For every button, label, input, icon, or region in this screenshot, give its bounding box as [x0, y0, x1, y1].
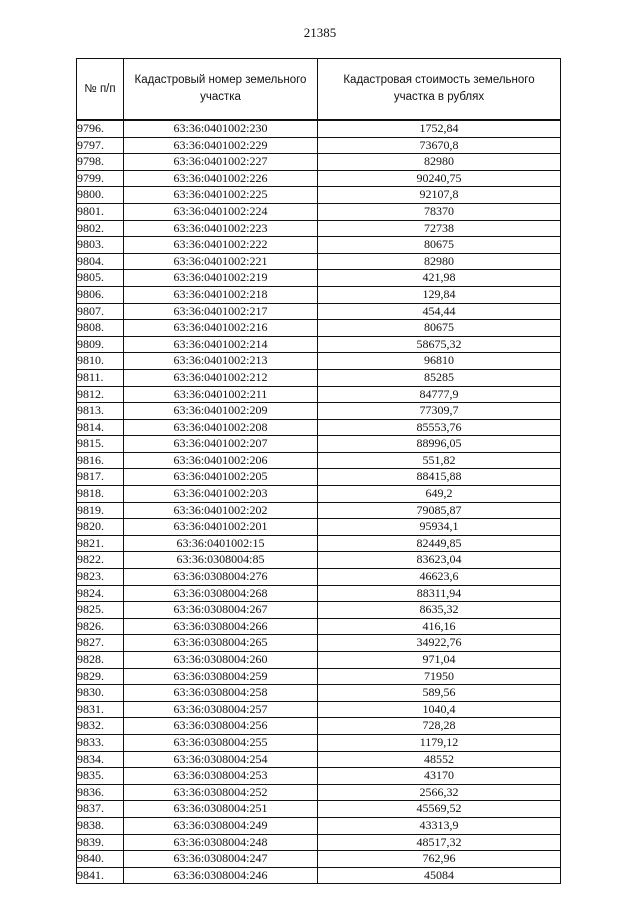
table-row [77, 734, 561, 751]
cadastral-value: 728,28 [318, 718, 561, 735]
cadastral-number: 63:36:0401002:201 [124, 519, 318, 536]
cadastral-value: 1040,4 [318, 701, 561, 718]
row-number: 9838. [77, 817, 124, 834]
table-row [77, 486, 561, 503]
cadastral-number: 63:36:0308004:259 [124, 668, 318, 685]
cadastral-value: 48552 [318, 751, 561, 768]
table-row [77, 569, 561, 586]
table-row [77, 768, 561, 785]
cadastral-number: 63:36:0401002:213 [124, 353, 318, 370]
cadastral-value: 92107,8 [318, 187, 561, 204]
cadastral-value: 454,44 [318, 303, 561, 320]
row-number: 9841. [77, 867, 124, 884]
cadastral-number: 63:36:0308004:254 [124, 751, 318, 768]
cadastral-number: 63:36:0308004:251 [124, 801, 318, 818]
cadastral-value: 95934,1 [318, 519, 561, 536]
table-row [77, 369, 561, 386]
table-row [77, 469, 561, 486]
cadastral-number: 63:36:0308004:256 [124, 718, 318, 735]
cadastral-value: 762,96 [318, 851, 561, 868]
cadastral-value: 129,84 [318, 286, 561, 303]
cadastral-value: 48517,32 [318, 834, 561, 851]
cadastral-value: 78370 [318, 203, 561, 220]
row-number: 9796. [77, 120, 124, 137]
cadastral-value: 83623,04 [318, 552, 561, 569]
cadastral-number: 63:36:0401002:218 [124, 286, 318, 303]
cadastral-number: 63:36:0401002:224 [124, 203, 318, 220]
cadastral-value: 82449,85 [318, 535, 561, 552]
cadastral-value: 85553,76 [318, 419, 561, 436]
cadastral-number: 63:36:0308004:276 [124, 569, 318, 586]
row-number: 9815. [77, 436, 124, 453]
table-row [77, 502, 561, 519]
cadastral-value: 1752,84 [318, 120, 561, 137]
header-cadastral-number: Кадастровый номер земельного участка [124, 59, 318, 121]
table-row [77, 336, 561, 353]
cadastral-value: 82980 [318, 253, 561, 270]
row-number: 9821. [77, 535, 124, 552]
cadastral-number: 63:36:0308004:253 [124, 768, 318, 785]
row-number: 9809. [77, 336, 124, 353]
row-number: 9840. [77, 851, 124, 868]
cadastral-value: 96810 [318, 353, 561, 370]
table-row [77, 170, 561, 187]
cadastral-number: 63:36:0308004:248 [124, 834, 318, 851]
cadastral-value: 85285 [318, 369, 561, 386]
cadastral-value: 58675,32 [318, 336, 561, 353]
cadastral-number: 63:36:0401002:217 [124, 303, 318, 320]
table-row [77, 303, 561, 320]
header-number: № п/п [77, 59, 124, 121]
cadastral-number: 63:36:0401002:211 [124, 386, 318, 403]
cadastral-number: 63:36:0401002:202 [124, 502, 318, 519]
cadastral-number: 63:36:0308004:267 [124, 602, 318, 619]
cadastral-number: 63:36:0308004:255 [124, 734, 318, 751]
row-number: 9833. [77, 734, 124, 751]
row-number: 9819. [77, 502, 124, 519]
cadastral-value: 88415,88 [318, 469, 561, 486]
cadastral-number: 63:36:0401002:205 [124, 469, 318, 486]
cadastral-number: 63:36:0308004:265 [124, 635, 318, 652]
cadastral-number: 63:36:0308004:252 [124, 784, 318, 801]
row-number: 9805. [77, 270, 124, 287]
cadastral-value: 45084 [318, 867, 561, 884]
cadastral-number: 63:36:0401002:219 [124, 270, 318, 287]
cadastral-number: 63:36:0308004:258 [124, 685, 318, 702]
table-row [77, 154, 561, 171]
cadastral-number: 63:36:0401002:209 [124, 403, 318, 420]
table-row [77, 419, 561, 436]
cadastral-number: 63:36:0401002:223 [124, 220, 318, 237]
cadastral-value: 649,2 [318, 486, 561, 503]
cadastral-value: 43313,9 [318, 817, 561, 834]
cadastral-value: 46623,6 [318, 569, 561, 586]
cadastral-value: 1179,12 [318, 734, 561, 751]
table-row [77, 535, 561, 552]
cadastral-value: 551,82 [318, 452, 561, 469]
table-row [77, 685, 561, 702]
table-row [77, 353, 561, 370]
cadastral-value: 82980 [318, 154, 561, 171]
row-number: 9813. [77, 403, 124, 420]
row-number: 9798. [77, 154, 124, 171]
cadastral-value: 971,04 [318, 652, 561, 669]
cadastral-value: 421,98 [318, 270, 561, 287]
cadastral-number: 63:36:0308004:249 [124, 817, 318, 834]
table-row [77, 635, 561, 652]
table-row [77, 801, 561, 818]
row-number: 9806. [77, 286, 124, 303]
table-row [77, 585, 561, 602]
row-number: 9830. [77, 685, 124, 702]
cadastral-number: 63:36:0308004:85 [124, 552, 318, 569]
cadastral-value: 34922,76 [318, 635, 561, 652]
cadastral-number: 63:36:0401002:15 [124, 535, 318, 552]
cadastral-value: 90240,75 [318, 170, 561, 187]
cadastral-number: 63:36:0308004:266 [124, 618, 318, 635]
table-header [77, 59, 561, 121]
cadastral-value: 84777,9 [318, 386, 561, 403]
row-number: 9828. [77, 652, 124, 669]
row-number: 9807. [77, 303, 124, 320]
table-row [77, 602, 561, 619]
page-number: 21385 [303, 25, 337, 40]
table-row [77, 834, 561, 851]
cadastral-number: 63:36:0401002:207 [124, 436, 318, 453]
table-row [77, 253, 561, 270]
cadastral-number: 63:36:0401002:206 [124, 452, 318, 469]
cadastral-value: 88996,05 [318, 436, 561, 453]
table-row [77, 237, 561, 254]
cadastral-number: 63:36:0401002:225 [124, 187, 318, 204]
row-number: 9801. [77, 203, 124, 220]
header-row [77, 59, 561, 121]
cadastral-value: 79085,87 [318, 502, 561, 519]
row-number: 9811. [77, 369, 124, 386]
cadastral-number: 63:36:0401002:230 [124, 120, 318, 137]
table-row [77, 552, 561, 569]
table-row [77, 220, 561, 237]
table-row [77, 701, 561, 718]
table-row [77, 751, 561, 768]
row-number: 9804. [77, 253, 124, 270]
header-cadastral-value: Кадастровая стоимость земельного участка в рублях [318, 59, 561, 121]
table-row [77, 270, 561, 287]
row-number: 9810. [77, 353, 124, 370]
table-row [77, 120, 561, 137]
row-number: 9797. [77, 137, 124, 154]
row-number: 9837. [77, 801, 124, 818]
cadastral-number: 63:36:0308004:257 [124, 701, 318, 718]
row-number: 9824. [77, 585, 124, 602]
row-number: 9829. [77, 668, 124, 685]
cadastral-number: 63:36:0401002:221 [124, 253, 318, 270]
row-number: 9799. [77, 170, 124, 187]
table-row [77, 817, 561, 834]
cadastral-number: 63:36:0308004:247 [124, 851, 318, 868]
row-number: 9827. [77, 635, 124, 652]
cadastral-number: 63:36:0401002:203 [124, 486, 318, 503]
table-row [77, 519, 561, 536]
cadastral-value: 71950 [318, 668, 561, 685]
table-row [77, 668, 561, 685]
row-number: 9831. [77, 701, 124, 718]
cadastral-number: 63:36:0308004:246 [124, 867, 318, 884]
row-number: 9803. [77, 237, 124, 254]
cadastral-value: 2566,32 [318, 784, 561, 801]
row-number: 9835. [77, 768, 124, 785]
cadastral-number: 63:36:0308004:268 [124, 585, 318, 602]
row-number: 9832. [77, 718, 124, 735]
table-row [77, 718, 561, 735]
table-row [77, 436, 561, 453]
cadastral-table [76, 58, 561, 884]
cadastral-number: 63:36:0401002:208 [124, 419, 318, 436]
cadastral-number: 63:36:0401002:214 [124, 336, 318, 353]
cadastral-number: 63:36:0401002:226 [124, 170, 318, 187]
cadastral-value: 73670,8 [318, 137, 561, 154]
cadastral-value: 80675 [318, 237, 561, 254]
cadastral-value: 8635,32 [318, 602, 561, 619]
row-number: 9818. [77, 486, 124, 503]
cadastral-value: 72738 [318, 220, 561, 237]
row-number: 9825. [77, 602, 124, 619]
cadastral-number: 63:36:0401002:212 [124, 369, 318, 386]
cadastral-number: 63:36:0401002:216 [124, 320, 318, 337]
cadastral-value: 43170 [318, 768, 561, 785]
row-number: 9836. [77, 784, 124, 801]
cadastral-value: 80675 [318, 320, 561, 337]
row-number: 9834. [77, 751, 124, 768]
cadastral-value: 416,16 [318, 618, 561, 635]
table-row [77, 203, 561, 220]
row-number: 9812. [77, 386, 124, 403]
table-row [77, 867, 561, 884]
table-row [77, 137, 561, 154]
row-number: 9802. [77, 220, 124, 237]
row-number: 9808. [77, 320, 124, 337]
table-row [77, 187, 561, 204]
row-number: 9814. [77, 419, 124, 436]
row-number: 9800. [77, 187, 124, 204]
table-row [77, 851, 561, 868]
table-row [77, 784, 561, 801]
row-number: 9826. [77, 618, 124, 635]
table-row [77, 652, 561, 669]
cadastral-value: 589,56 [318, 685, 561, 702]
row-number: 9839. [77, 834, 124, 851]
cadastral-value: 45569,52 [318, 801, 561, 818]
table-row [77, 386, 561, 403]
table-row [77, 452, 561, 469]
table-row [77, 286, 561, 303]
row-number: 9823. [77, 569, 124, 586]
table-body [77, 120, 561, 884]
cadastral-number: 63:36:0401002:229 [124, 137, 318, 154]
cadastral-value: 88311,94 [318, 585, 561, 602]
table-row [77, 320, 561, 337]
cadastral-value: 77309,7 [318, 403, 561, 420]
cadastral-number: 63:36:0401002:222 [124, 237, 318, 254]
cadastral-number: 63:36:0308004:260 [124, 652, 318, 669]
table-row [77, 403, 561, 420]
row-number: 9817. [77, 469, 124, 486]
row-number: 9820. [77, 519, 124, 536]
row-number: 9822. [77, 552, 124, 569]
cadastral-number: 63:36:0401002:227 [124, 154, 318, 171]
table-row [77, 618, 561, 635]
row-number: 9816. [77, 452, 124, 469]
